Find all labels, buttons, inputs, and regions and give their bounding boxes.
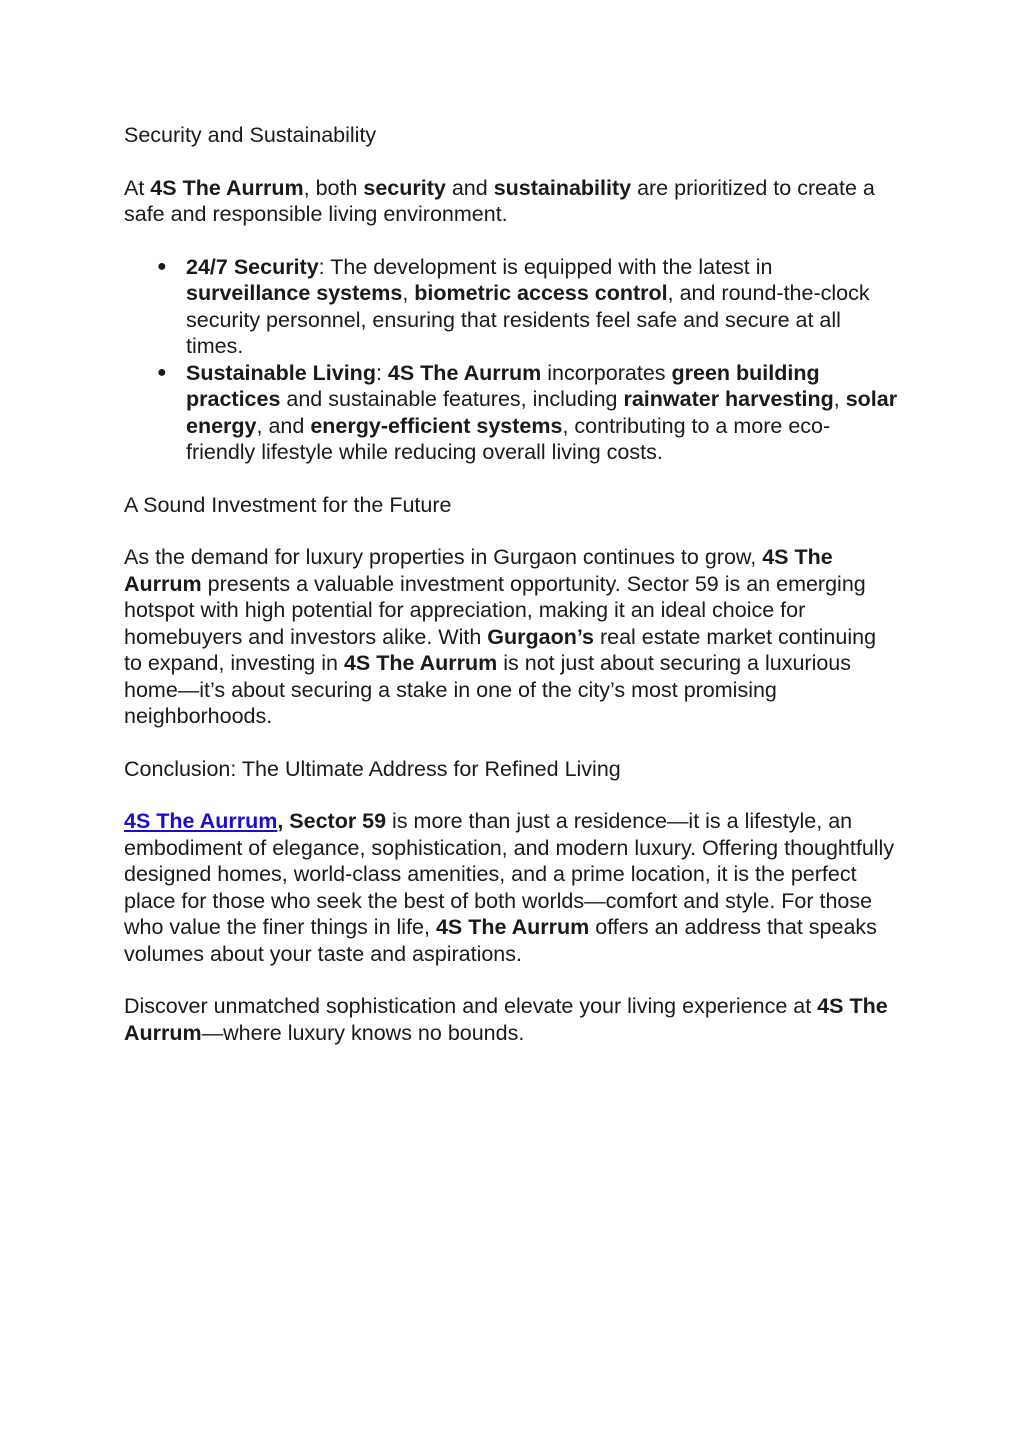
text-run: real estate market continuing to expand, investing in [124, 624, 877, 675]
bold-run: 4S The Aurrum [435, 915, 590, 939]
text-run: offers an address that speaks volumes about your taste and aspirations. [124, 915, 877, 966]
conclusion-paragraph [124, 808, 899, 967]
bold-run: 24/7 Security [186, 254, 319, 279]
bold-run: 4S The Aurrum [150, 175, 304, 200]
investment-paragraph [124, 544, 899, 730]
section-heading-investment: A Sound Investment for the Future [124, 492, 452, 517]
text-run: , and [256, 413, 311, 438]
bold-run: sustainability [493, 175, 632, 200]
bold-run: security [363, 175, 446, 200]
bold-run: Sustainable Living [186, 360, 376, 385]
bold-run: green building practices [186, 360, 820, 411]
bold-run: energy-efficient systems [310, 413, 563, 438]
text-run: , both [303, 175, 364, 200]
bold-run: solar energy [186, 387, 898, 438]
text-run: incorporates [541, 360, 672, 385]
list-item [124, 360, 899, 466]
text-run: —where luxury knows no bounds. [201, 1020, 525, 1045]
bold-run: , Sector 59 [277, 809, 387, 833]
bullet-icon: ● [157, 257, 167, 275]
text-run: : The development is equipped with the latest in [318, 254, 773, 279]
text-run: , [402, 281, 415, 305]
bold-run: 4S The Aurrum [124, 994, 888, 1045]
text-run: , [833, 387, 846, 411]
bold-run: biometric access control [414, 281, 668, 305]
closing-paragraph [124, 993, 899, 1046]
document-page [124, 122, 899, 1046]
text-run: At [124, 175, 151, 200]
text-run: , contributing to a more eco-friendly lifestyle while reducing overall living costs. [186, 413, 831, 464]
text-run: Discover unmatched sophistication and elevate your living experience at [124, 994, 818, 1018]
text-run: are prioritized to create a safe and responsible living environment. [124, 175, 875, 226]
text-run: and sustainable features, including [280, 387, 624, 411]
text-run: As the demand for luxury properties in Gurgaon continues to grow, [124, 545, 763, 569]
text-run: and [445, 175, 494, 200]
text-run: presents a valuable investment opportunity. Sector 59 is an emerging hotspot with high potential for appreciation, making it an ideal choice for homebuyers and investors alike. With [124, 571, 866, 649]
bold-run: 4S The Aurrum [343, 651, 498, 675]
bold-run: rainwater harvesting [623, 387, 834, 411]
text-run: is more than just a residence—it is a lifestyle, an embodiment of elegance, sophistication, and modern luxury. Offering thoughtfully designed homes, world-class amenities, and a prime location, it is the perfect place for those who seek the best of both worlds—comfort and style. For those who value the finer things in life, [124, 809, 895, 939]
bold-run: Gurgaon’s [487, 624, 594, 649]
bold-run: 4S The Aurrum [124, 545, 833, 596]
features-bullet-list [124, 254, 899, 466]
text-run: , and round-the-clock security personnel, ensuring that residents feel safe and secure at all times. [186, 281, 870, 358]
security-intro-paragraph [124, 175, 899, 228]
aurrum-link[interactable]: 4S The Aurrum [124, 809, 278, 833]
bold-run: surveillance systems [186, 281, 403, 305]
section-heading-security: Security and Sustainability [124, 123, 377, 147]
bold-run: 4S The Aurrum [387, 360, 542, 385]
section-heading-conclusion: Conclusion: The Ultimate Address for Refined Living [124, 756, 621, 781]
bullet-icon: ● [157, 363, 167, 381]
text-run: : [375, 360, 388, 385]
text-run: is not just about securing a luxurious home—it’s about securing a stake in one of the city’s most promising neighborhoods. [124, 651, 852, 728]
list-item [124, 254, 899, 360]
